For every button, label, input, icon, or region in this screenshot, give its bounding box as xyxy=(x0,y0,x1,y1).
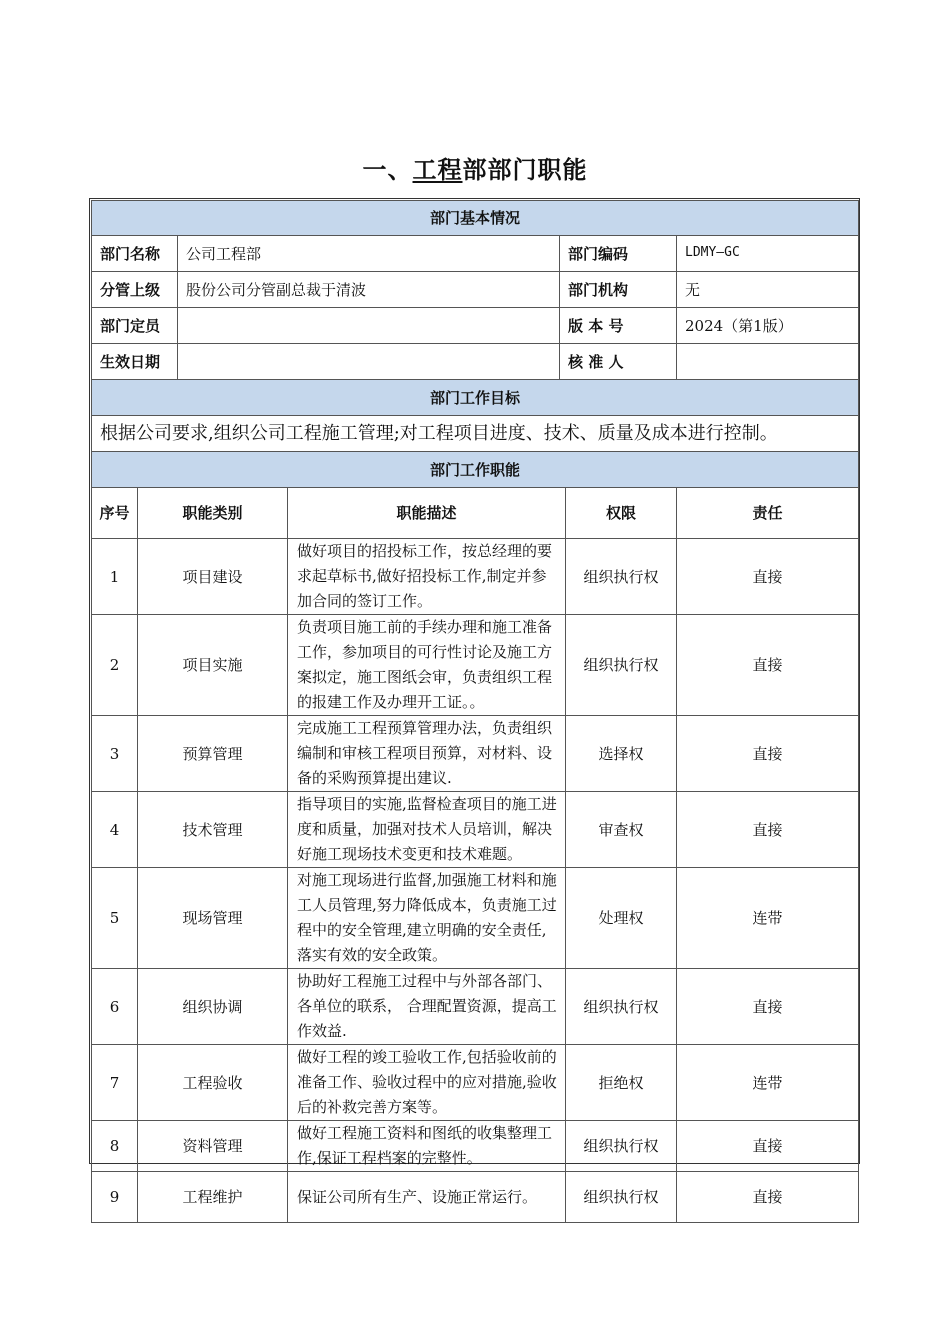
duties-columns-row xyxy=(92,488,859,539)
table-row xyxy=(92,792,859,868)
basic-row xyxy=(92,272,859,308)
basic-row xyxy=(92,236,859,272)
title-suffix: 部部门职能 xyxy=(462,156,588,184)
row-description: 完成施工工程预算管理办法，负责组织编制和审核工程项目预算，对材料、设备的采购预算提出建议. xyxy=(288,716,566,792)
duties-header-row xyxy=(92,452,859,488)
work-goal-header: 部门工作目标 xyxy=(92,380,859,416)
label-supervisor: 分管上级 xyxy=(92,272,178,308)
row-responsibility: 直接 xyxy=(677,615,859,716)
title-prefix: 一、 xyxy=(362,156,413,184)
row-responsibility: 直接 xyxy=(677,1121,859,1172)
value-supervisor: 股份公司分管副总裁于清波 xyxy=(178,272,560,308)
table-row xyxy=(92,969,859,1045)
row-responsibility: 直接 xyxy=(677,539,859,615)
label-dept-name: 部门名称 xyxy=(92,236,178,272)
value-dept-structure: 无 xyxy=(677,272,859,308)
basic-header-row xyxy=(92,201,859,236)
row-no: 1 xyxy=(92,539,138,615)
row-authority: 组织执行权 xyxy=(566,1172,677,1223)
row-responsibility: 直接 xyxy=(677,792,859,868)
row-authority: 选择权 xyxy=(566,716,677,792)
row-responsibility: 直接 xyxy=(677,1172,859,1223)
row-description: 指导项目的实施,监督检查项目的施工进度和质量，加强对技术人员培训，解决好施工现场技术变更和技术难题。 xyxy=(288,792,566,868)
row-category: 资料管理 xyxy=(138,1121,288,1172)
table-row xyxy=(92,539,859,615)
label-dept-structure: 部门机构 xyxy=(560,272,677,308)
label-dept-code: 部门编码 xyxy=(560,236,677,272)
row-description: 做好项目的招投标工作，按总经理的要求起草标书,做好招投标工作,制定并参加合同的签订工作。 xyxy=(288,539,566,615)
row-category: 项目实施 xyxy=(138,615,288,716)
goal-row xyxy=(92,416,859,452)
table-row xyxy=(92,1045,859,1121)
basic-row xyxy=(92,344,859,380)
row-responsibility: 连带 xyxy=(677,1045,859,1121)
row-category: 现场管理 xyxy=(138,868,288,969)
department-table xyxy=(91,200,859,1223)
col-header-responsibility: 责任 xyxy=(677,488,859,539)
row-description: 做好工程施工资料和图纸的收集整理工作,保证工程档案的完整性。 xyxy=(288,1121,566,1172)
row-category: 预算管理 xyxy=(138,716,288,792)
basic-row xyxy=(92,308,859,344)
row-authority: 组织执行权 xyxy=(566,615,677,716)
value-effective-date xyxy=(178,344,560,380)
row-category: 工程验收 xyxy=(138,1045,288,1121)
col-header-no: 序号 xyxy=(92,488,138,539)
col-header-description: 职能描述 xyxy=(288,488,566,539)
row-no: 9 xyxy=(92,1172,138,1223)
col-header-authority: 权限 xyxy=(566,488,677,539)
row-description: 对施工现场进行监督,加强施工材料和施工人员管理,努力降低成本，负责施工过程中的安全管理,建立明确的安全责任,落实有效的安全政策。 xyxy=(288,868,566,969)
table-row xyxy=(92,615,859,716)
work-duties-header: 部门工作职能 xyxy=(92,452,859,488)
label-effective-date: 生效日期 xyxy=(92,344,178,380)
title-underlined: 工程 xyxy=(412,156,463,184)
row-responsibility: 直接 xyxy=(677,716,859,792)
row-authority: 组织执行权 xyxy=(566,969,677,1045)
row-no: 3 xyxy=(92,716,138,792)
table-row xyxy=(92,1172,859,1223)
row-category: 组织协调 xyxy=(138,969,288,1045)
label-version: 版 本 号 xyxy=(560,308,677,344)
row-authority: 组织执行权 xyxy=(566,539,677,615)
row-no: 2 xyxy=(92,615,138,716)
page-title xyxy=(0,150,950,185)
label-approver: 核 准 人 xyxy=(560,344,677,380)
row-no: 4 xyxy=(92,792,138,868)
row-category: 工程维护 xyxy=(138,1172,288,1223)
row-description: 协助好工程施工过程中与外部各部门、各单位的联系， 合理配置资源，提高工作效益. xyxy=(288,969,566,1045)
label-headcount: 部门定员 xyxy=(92,308,178,344)
row-authority: 处理权 xyxy=(566,868,677,969)
row-category: 技术管理 xyxy=(138,792,288,868)
row-no: 6 xyxy=(92,969,138,1045)
row-authority: 组织执行权 xyxy=(566,1121,677,1172)
work-goal-text: 根据公司要求,组织公司工程施工管理;对工程项目进度、技术、质量及成本进行控制。 xyxy=(92,416,859,452)
value-dept-code: LDMY—GC xyxy=(677,236,859,272)
row-description: 保证公司所有生产、设施正常运行。 xyxy=(288,1172,566,1223)
row-description: 做好工程的竣工验收工作,包括验收前的准备工作、验收过程中的应对措施,验收后的补救完善方案等。 xyxy=(288,1045,566,1121)
row-no: 7 xyxy=(92,1045,138,1121)
table-row xyxy=(92,868,859,969)
row-category: 项目建设 xyxy=(138,539,288,615)
col-header-category: 职能类别 xyxy=(138,488,288,539)
row-description: 负责项目施工前的手续办理和施工准备工作，参加项目的可行性讨论及施工方案拟定，施工图纸会审，负责组织工程的报建工作及办理开工证。。 xyxy=(288,615,566,716)
value-dept-name: 公司工程部 xyxy=(178,236,560,272)
row-responsibility: 连带 xyxy=(677,868,859,969)
row-no: 8 xyxy=(92,1121,138,1172)
value-version: 2024（第1版） xyxy=(677,308,859,344)
value-headcount xyxy=(178,308,560,344)
basic-info-header: 部门基本情况 xyxy=(92,201,859,236)
row-responsibility: 直接 xyxy=(677,969,859,1045)
value-approver xyxy=(677,344,859,380)
table-row xyxy=(92,1121,859,1172)
row-no: 5 xyxy=(92,868,138,969)
goal-header-row xyxy=(92,380,859,416)
row-authority: 审查权 xyxy=(566,792,677,868)
row-authority: 拒绝权 xyxy=(566,1045,677,1121)
table-row xyxy=(92,716,859,792)
